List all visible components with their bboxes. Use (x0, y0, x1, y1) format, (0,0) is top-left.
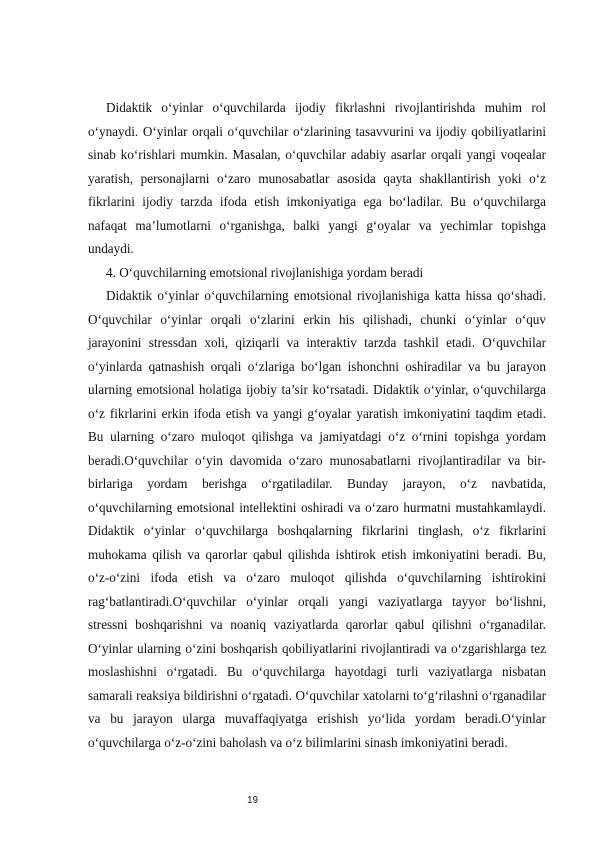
paragraph-creative-thinking: Didaktik o‘yinlar o‘quvchilarda ijodiy fikrlashni rivojlantirishda muhim rol o‘ynaydi. O‘yinlar orqali o‘quvchilar o‘zlarining tasavvurini va ijodiy qobiliyatlarini sinab ko‘rishlari mumkin. Masalan, o‘quvchilar adabiy asarlar orqali yangi voqealar yaratish, personajlarni o‘zaro munosabatlar asosida qayta shakllantirish yoki o‘z fikrlarini ijodiy tarzda ifoda etish imkoniyatiga ega bo‘ladilar. Bu o‘quvchilarga nafaqat ma’lumotlarni o‘rganishga, balki yangi g‘oyalar va yechimlar topishga undaydi. (88, 100, 546, 256)
section-heading-emotional-development: 4. O‘quvchilarning emotsional rivojlanishiga yordam beradi (106, 264, 424, 280)
page-content (88, 96, 546, 754)
paragraph-emotional-development: Didaktik o‘yinlar o‘quvchilarning emotsional rivojlanishiga katta hissa qo‘shadi. O‘quvchilar o‘yinlar orqali o‘zlarini erkin his qilishadi, chunki o‘yinlar o‘quv jarayonini stressdan xoli, qiziqarli va interaktiv tarzda tashkil etadi. O‘quvchilar o‘yinlarda qatnashish orqali o‘zlariga bo‘lgan ishonchni oshiradilar va bu jarayon ularning emotsional holatiga ijobiy ta’sir ko‘rsatadi. Didaktik o‘yinlar, o‘quvchilarga o‘z fikrlarini erkin ifoda etish va yangi g‘oyalar yaratish imkoniyatini taqdim etadi. Bu ularning o‘zaro muloqot qilishga va jamiyatdagi o‘z o‘rnini topishga yordam beradi.O‘quvchilar o‘yin davomida o‘zaro munosabatlarni rivojlantiradilar va bir-birlariga yordam berishga o‘rgatiladilar. Bunday jarayon, o‘z navbatida, o‘quvchilarning emotsional intellektini oshiradi va o‘zaro hurmatni mustahkamlaydi. Didaktik o‘yinlar o‘quvchilarga boshqalarning fikrlarini tinglash, o‘z fikrlarini muhokama qilish va qarorlar qabul qilishda ishtirok etish imkoniyatini beradi. Bu, o‘z-o‘zini ifoda etish va o‘zaro muloqot qilishda o‘quvchilarning ishtirokini rag‘batlantiradi.O‘quvchilar o‘yinlar orqali yangi vaziyatlarga tayyor bo‘lishni, stressni boshqarishni va noaniq vaziyatlarda qarorlar qabul qilishni o‘rganadilar. O‘yinlar ularning o‘zini boshqarish qobiliyatlarini rivojlantiradi va o‘zgarishlarga tez moslashishni o‘rgatadi. Bu o‘quvchilarga hayotdagi turli vaziyatlarga nisbatan samarali reaksiya bildirishni o‘rgatadi. O‘quvchilar xatolarni to‘g‘rilashni o‘rganadilar va bu jarayon ularga muvaffaqiyatga erishish yo‘lida yordam beradi.O‘yinlar o‘quvchilarga o‘z-o‘zini baholash va o‘z bilimlarini sinash imkoniyatini beradi. (88, 288, 546, 750)
page-number: 19 (247, 795, 259, 806)
